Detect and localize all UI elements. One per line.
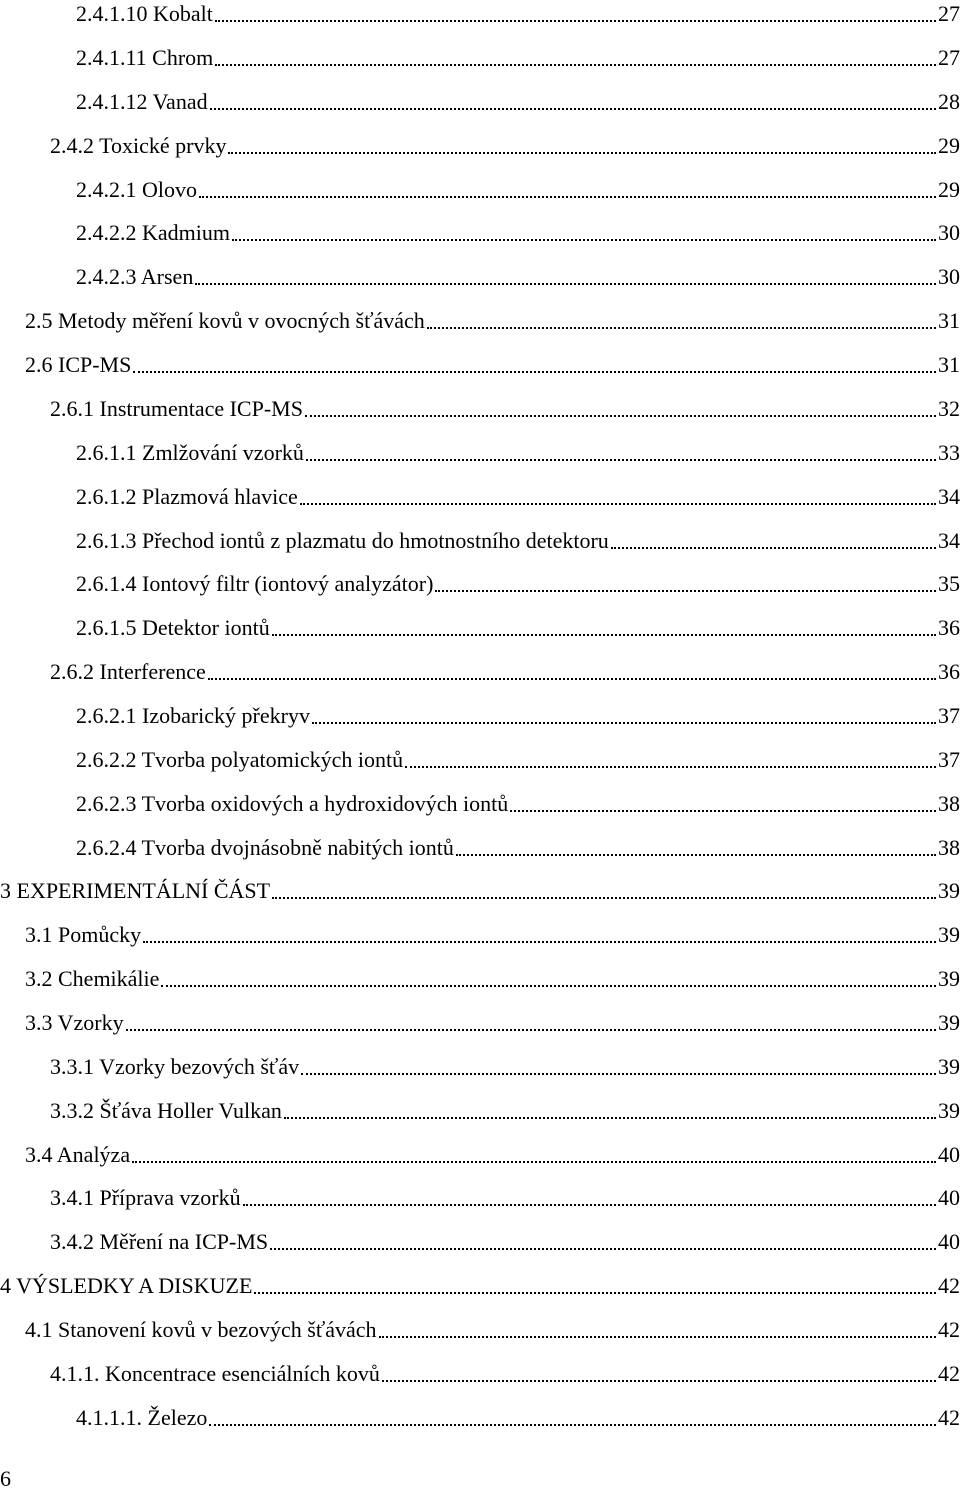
toc-entry-page: 39 xyxy=(938,1054,960,1079)
toc-entry-label: 3.4 Analýza xyxy=(25,1142,131,1167)
toc-entry-label: 4.1.1. Koncentrace esenciálních kovů xyxy=(50,1361,380,1386)
toc-entry-label: 2.6.1.3 Přechod iontů z plazmatu do hmotnostního detektoru xyxy=(76,528,609,553)
toc-entry-page: 39 xyxy=(938,878,960,903)
toc-leader-dots xyxy=(427,326,936,329)
toc-leader-dots xyxy=(228,151,936,154)
toc-leader-dots xyxy=(312,721,936,724)
toc-entry[interactable] xyxy=(50,1225,960,1255)
toc-entry-page: 34 xyxy=(938,528,960,553)
toc-entry-page: 40 xyxy=(938,1142,960,1167)
toc-entry-page: 42 xyxy=(938,1361,960,1386)
toc-entry[interactable] xyxy=(25,1138,960,1168)
toc-entry-page: 36 xyxy=(938,659,960,684)
toc-entry[interactable] xyxy=(50,392,960,422)
toc-entry[interactable] xyxy=(0,1269,960,1299)
toc-leader-dots xyxy=(243,1203,936,1206)
toc-entry-label: 2.6.1.1 Zmlžování vzorků xyxy=(76,440,304,465)
toc-leader-dots xyxy=(382,1379,936,1382)
toc-leader-dots xyxy=(199,195,936,198)
toc-entry[interactable] xyxy=(25,1313,960,1343)
toc-entry-label: 2.6.1 Instrumentace ICP-MS xyxy=(50,396,303,421)
toc-entry-page: 39 xyxy=(938,1010,960,1035)
toc-leader-dots xyxy=(301,1072,936,1075)
toc-entry[interactable] xyxy=(25,304,960,334)
toc-entry-label: 2.4.2 Toxické prvky xyxy=(50,133,227,158)
toc-leader-dots xyxy=(306,458,936,461)
toc-leader-dots xyxy=(143,940,936,943)
toc-entry-label: 3.2 Chemikálie xyxy=(25,966,160,991)
toc-leader-dots xyxy=(254,1291,936,1294)
toc-entry[interactable] xyxy=(76,0,960,27)
toc-entry[interactable] xyxy=(76,699,960,729)
toc-entry-label: 2.6.2 Interference xyxy=(50,659,206,684)
toc-entry[interactable] xyxy=(50,1181,960,1211)
toc-leader-dots xyxy=(435,589,936,592)
toc-entry[interactable] xyxy=(0,874,960,904)
toc-entry-label: 3.3.1 Vzorky bezových šťáv xyxy=(50,1054,300,1079)
toc-entry-label: 2.4.1.10 Kobalt xyxy=(76,1,213,26)
toc-entry-page: 31 xyxy=(938,352,960,377)
toc-entry[interactable] xyxy=(76,436,960,466)
page-number: 6 xyxy=(0,1466,11,1491)
toc-entry-label: 2.6.2.1 Izobarický překryv xyxy=(76,703,310,728)
toc-entry[interactable] xyxy=(76,173,960,203)
toc-leader-dots xyxy=(209,1423,936,1426)
toc-entry-page: 42 xyxy=(938,1273,960,1298)
toc-entry[interactable] xyxy=(76,524,960,554)
toc-leader-dots xyxy=(208,677,936,680)
toc-entry-page: 30 xyxy=(938,220,960,245)
toc-entry-label: 4.1.1.1. Železo xyxy=(76,1405,208,1430)
toc-entry[interactable] xyxy=(25,962,960,992)
toc-entry-page: 27 xyxy=(938,1,960,26)
toc-entry[interactable] xyxy=(76,611,960,641)
toc-entry-label: 2.5 Metody měření kovů v ovocných šťávách xyxy=(25,308,425,333)
toc-entry[interactable] xyxy=(76,787,960,817)
toc-entry-label: 3.4.1 Příprava vzorků xyxy=(50,1185,241,1210)
toc-leader-dots xyxy=(510,809,936,812)
toc-entry[interactable] xyxy=(50,1094,960,1124)
toc-leader-dots xyxy=(232,238,936,241)
toc-entry-page: 28 xyxy=(938,89,960,114)
toc-entry-label: 2.6.2.2 Tvorba polyatomických iontů xyxy=(76,747,404,772)
toc-entry-page: 42 xyxy=(938,1405,960,1430)
toc-entry[interactable] xyxy=(25,918,960,948)
toc-entry-label: 2.6.1.2 Plazmová hlavice xyxy=(76,484,298,509)
toc-entry-page: 30 xyxy=(938,264,960,289)
toc-entry-page: 42 xyxy=(938,1317,960,1342)
toc-entry-label: 3 EXPERIMENTÁLNÍ ČÁST xyxy=(0,878,271,903)
toc-entry[interactable] xyxy=(76,480,960,510)
toc-entry-page: 37 xyxy=(938,703,960,728)
toc-entry[interactable] xyxy=(76,743,960,773)
toc-entry[interactable] xyxy=(50,1357,960,1387)
toc-entry-page: 27 xyxy=(938,45,960,70)
toc-entry-page: 39 xyxy=(938,1098,960,1123)
toc-leader-dots xyxy=(305,414,936,417)
toc-leader-dots xyxy=(611,546,936,549)
toc-leader-dots xyxy=(132,1160,936,1163)
toc-entry-page: 40 xyxy=(938,1229,960,1254)
toc-entry-label: 2.4.2.1 Olovo xyxy=(76,177,197,202)
toc-leader-dots xyxy=(272,896,936,899)
toc-entry-page: 38 xyxy=(938,835,960,860)
toc-entry[interactable] xyxy=(50,129,960,159)
toc-entry[interactable] xyxy=(50,1050,960,1080)
toc-leader-dots xyxy=(215,63,936,66)
toc-entry-label: 2.6.2.4 Tvorba dvojnásobně nabitých iontů xyxy=(76,835,454,860)
toc-entry[interactable] xyxy=(76,41,960,71)
toc-leader-dots xyxy=(133,370,936,373)
toc-leader-dots xyxy=(405,765,936,768)
toc-entry-page: 33 xyxy=(938,440,960,465)
toc-leader-dots xyxy=(284,1116,936,1119)
toc-entry-page: 35 xyxy=(938,571,960,596)
toc-entry-label: 2.6.1.4 Iontový filtr (iontový analyzátor) xyxy=(76,571,434,596)
toc-entry-label: 2.6.2.3 Tvorba oxidových a hydroxidových iontů xyxy=(76,791,509,816)
toc-entry-label: 3.3.2 Šťáva Holler Vulkan xyxy=(50,1098,282,1123)
toc-entry-label: 4 VÝSLEDKY A DISKUZE xyxy=(0,1273,253,1298)
toc-entry[interactable] xyxy=(76,260,960,290)
toc-entry[interactable] xyxy=(76,1401,960,1431)
toc-entry[interactable] xyxy=(76,567,960,597)
toc-entry-label: 2.4.1.12 Vanad xyxy=(76,89,208,114)
toc-entry-page: 39 xyxy=(938,922,960,947)
toc-leader-dots xyxy=(456,853,936,856)
toc-entry[interactable] xyxy=(76,85,960,115)
toc-entry[interactable] xyxy=(76,831,960,861)
toc-entry-label: 2.6 ICP-MS xyxy=(25,352,132,377)
toc-entry-label: 3.4.2 Měření na ICP-MS xyxy=(50,1229,269,1254)
toc-leader-dots xyxy=(161,984,936,987)
toc-leader-dots xyxy=(195,282,936,285)
toc-entry-label: 3.3 Vzorky xyxy=(25,1010,124,1035)
toc-entry-label: 2.6.1.5 Detektor iontů xyxy=(76,615,270,640)
toc-entry-page: 38 xyxy=(938,791,960,816)
toc-entry[interactable] xyxy=(50,655,960,685)
toc-leader-dots xyxy=(126,1028,936,1031)
toc-entry-label: 3.1 Pomůcky xyxy=(25,922,142,947)
toc-entry-page: 39 xyxy=(938,966,960,991)
toc-leader-dots xyxy=(379,1335,936,1338)
toc-leader-dots xyxy=(215,19,936,22)
toc-leader-dots xyxy=(210,107,936,110)
toc-entry-page: 34 xyxy=(938,484,960,509)
toc-entry-page: 37 xyxy=(938,747,960,772)
toc-entry[interactable] xyxy=(76,216,960,246)
toc-entry-page: 40 xyxy=(938,1185,960,1210)
toc-entry-label: 2.4.2.3 Arsen xyxy=(76,264,194,289)
toc-entry[interactable] xyxy=(25,1006,960,1036)
toc-leader-dots xyxy=(272,633,936,636)
toc-entry-label: 2.4.2.2 Kadmium xyxy=(76,220,230,245)
toc-entry-label: 4.1 Stanovení kovů v bezových šťávách xyxy=(25,1317,377,1342)
toc-leader-dots xyxy=(270,1247,936,1250)
toc-entry-page: 29 xyxy=(938,133,960,158)
toc-entry-page: 36 xyxy=(938,615,960,640)
toc-leader-dots xyxy=(300,502,936,505)
toc-entry[interactable] xyxy=(25,348,960,378)
toc-entry-label: 2.4.1.11 Chrom xyxy=(76,45,214,70)
toc-entry-page: 32 xyxy=(938,396,960,421)
toc-entry-page: 29 xyxy=(938,177,960,202)
toc-entry-page: 31 xyxy=(938,308,960,333)
